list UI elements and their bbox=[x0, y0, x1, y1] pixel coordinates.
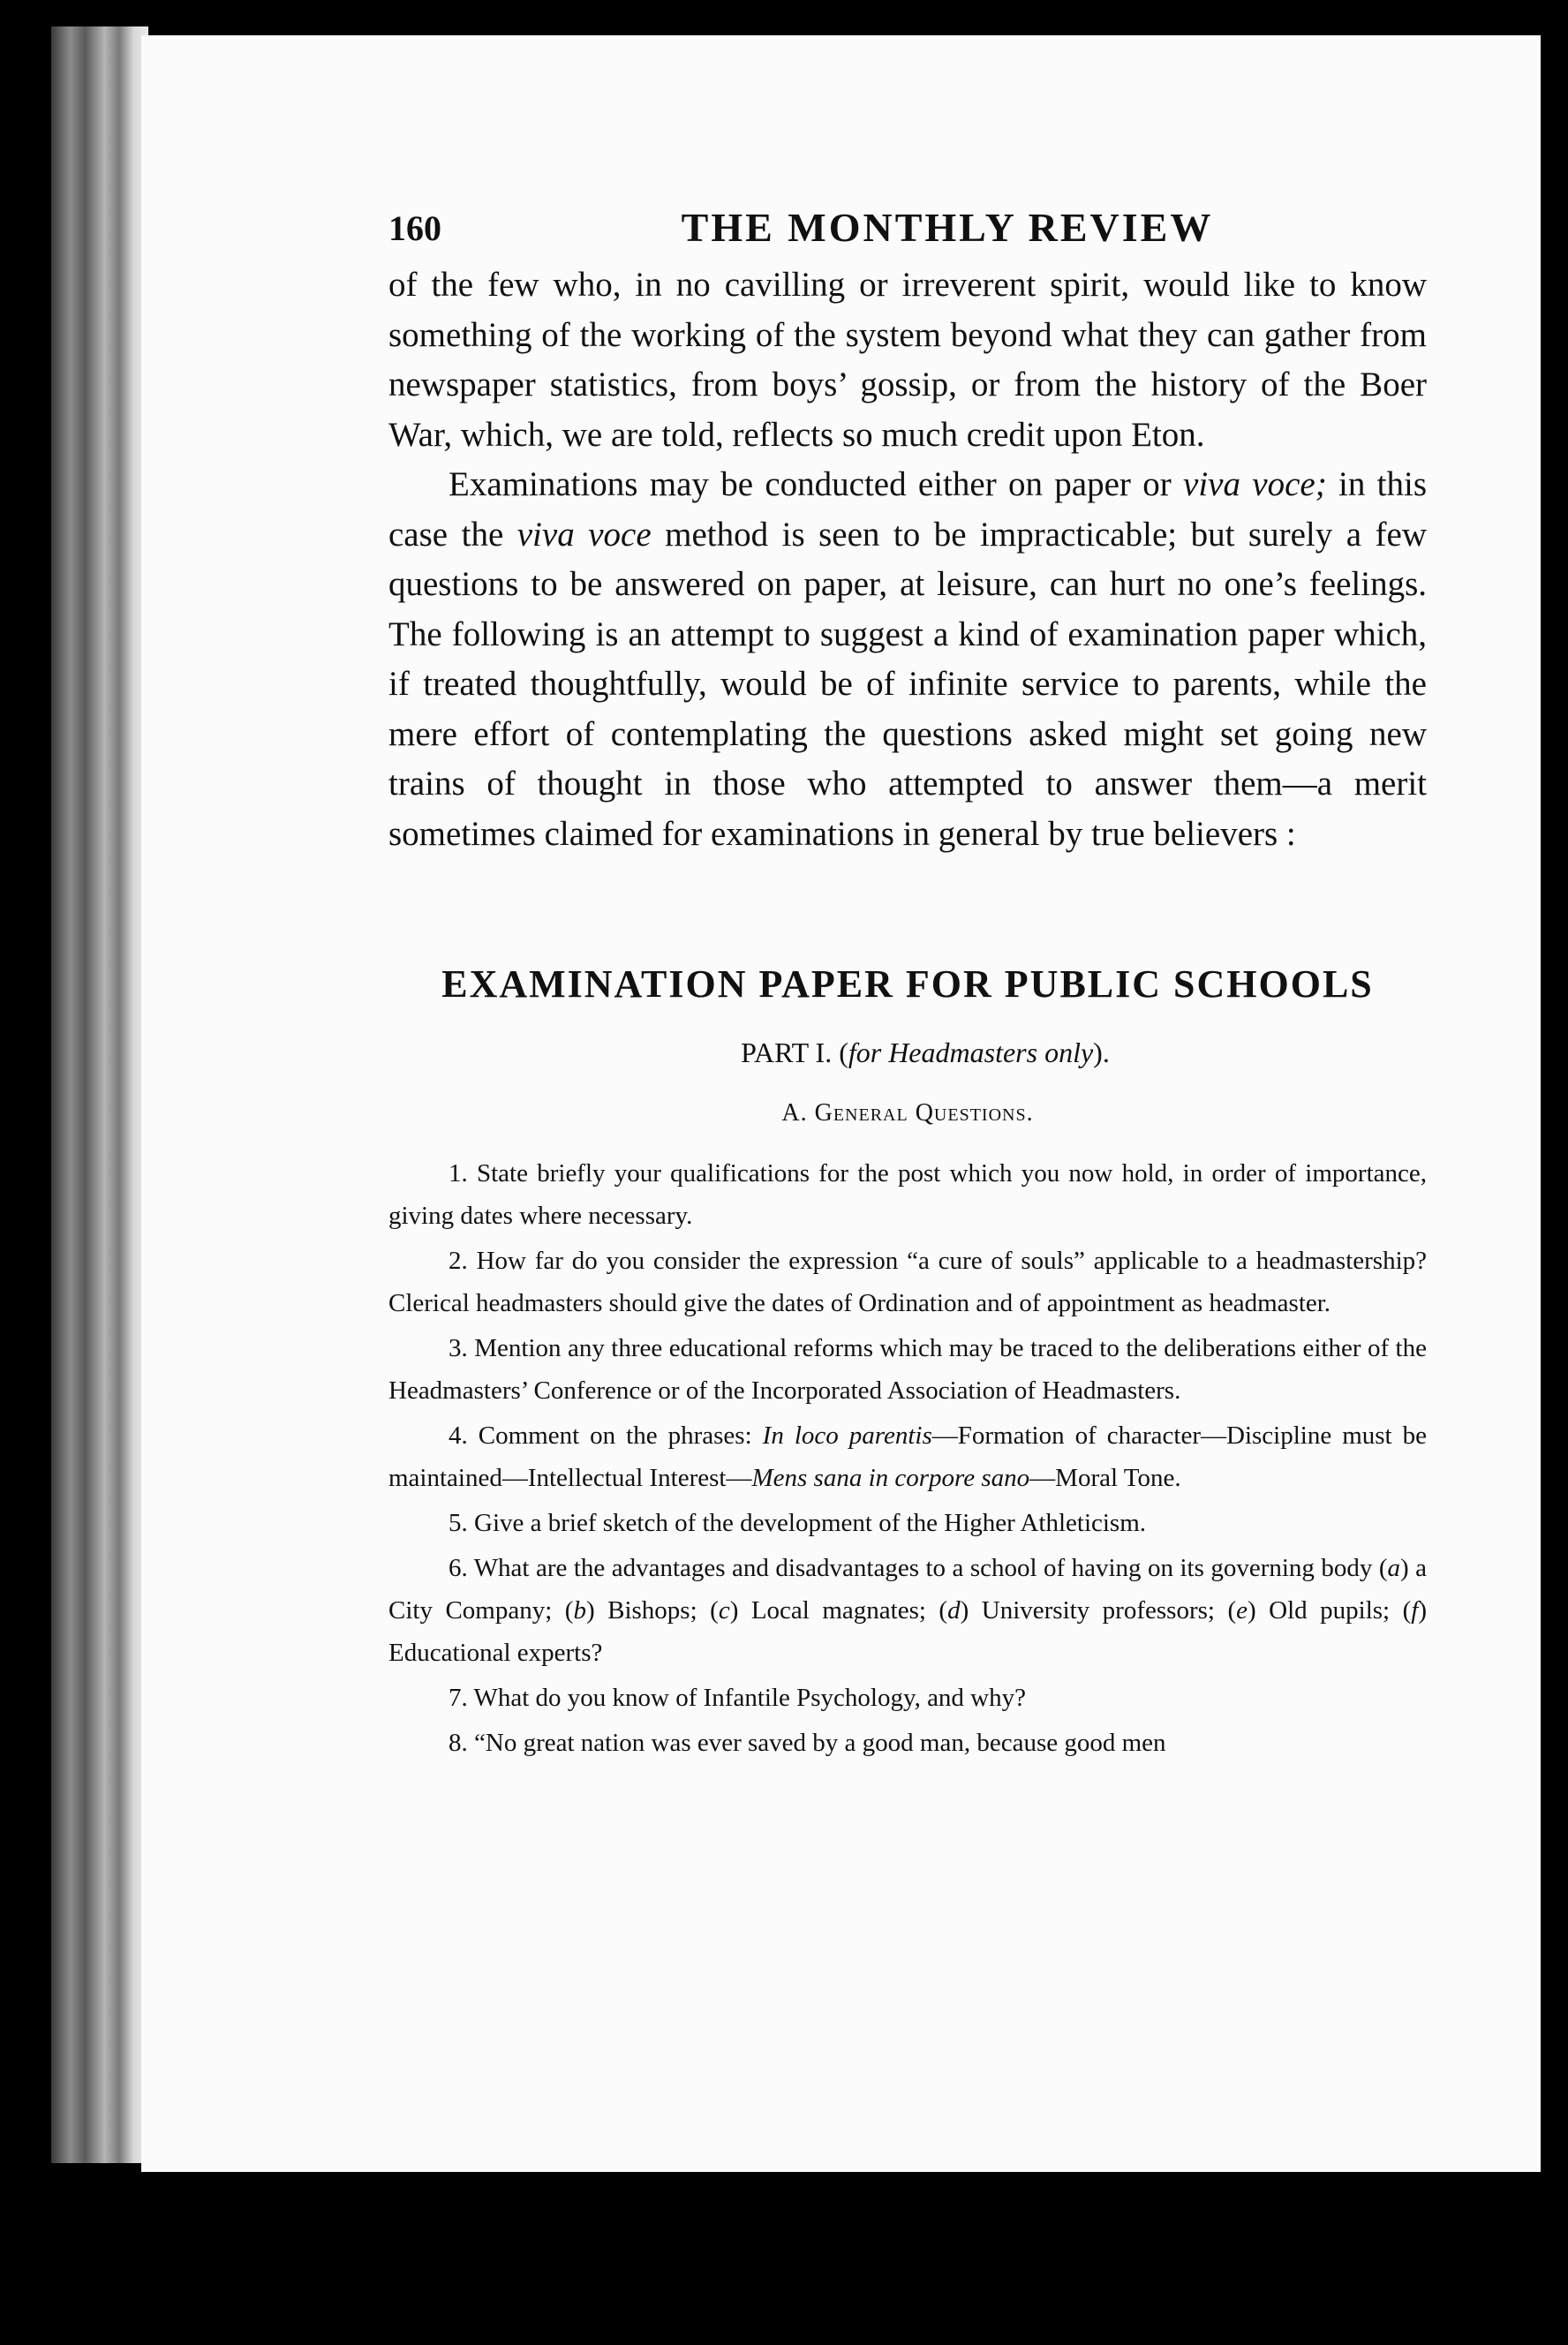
question-1: 1. State briefly your qualifications for the post which you now hold, in order of importance, giving dates where necessary. bbox=[388, 1159, 1427, 1230]
paragraph-2-italic: viva voce bbox=[516, 515, 652, 554]
question-4-text: —Moral Tone. bbox=[1029, 1464, 1181, 1492]
paragraph-2-text: method is seen to be impracticable; but surely a few questions to be answered on paper, at leisure, can hurt no one’s feelings. The following is an attempt to suggest a kind of examination paper which, if treated thoughtfully, would be of infinite service to parents, while the mere effort of contemplating the questions asked might set going new trains of thought in those who attempted to answer them—a merit sometimes claimed for examinations in general by true believers : bbox=[388, 515, 1427, 853]
paragraph-2-italic: viva voce; bbox=[1183, 465, 1327, 503]
question-4-text: 4. Comment on the phrases: bbox=[449, 1421, 763, 1450]
body-text bbox=[388, 260, 1427, 859]
part-label: PART I. bbox=[741, 1037, 833, 1068]
question-list bbox=[388, 1152, 1427, 1764]
question-6-text: ) Old pupils; ( bbox=[1247, 1596, 1412, 1625]
question-4-italic: In loco parentis bbox=[762, 1421, 932, 1450]
running-head bbox=[388, 190, 1427, 260]
book-page-edges bbox=[51, 26, 148, 2163]
question-5: 5. Give a brief sketch of the development of the Higher Athleticism. bbox=[449, 1509, 1147, 1537]
question-6-italic: e bbox=[1236, 1596, 1248, 1625]
question-6-text: ) University professors; ( bbox=[960, 1596, 1237, 1625]
question-6-text: ) a City Company; ( bbox=[388, 1554, 1427, 1625]
page-content bbox=[388, 190, 1427, 1764]
exam-title: EXAMINATION PAPER FOR PUBLIC SCHOOLS bbox=[441, 962, 1374, 1006]
question-6-italic: b bbox=[573, 1596, 586, 1625]
question-6-italic: d bbox=[947, 1596, 961, 1625]
question-6-italic: c bbox=[718, 1596, 730, 1625]
paragraph-2 bbox=[388, 460, 1427, 859]
section-heading: A. General Questions. bbox=[781, 1099, 1034, 1127]
part-heading: PART I. (for Headmasters only). bbox=[741, 1037, 1110, 1068]
question-6-text: 6. What are the advantages and disadvantages to a school of having on its governing body ( bbox=[449, 1554, 1388, 1582]
paragraph-2-text: Examinations may be conducted either on paper or bbox=[449, 465, 1184, 503]
question-6-italic: a bbox=[1387, 1554, 1400, 1582]
question-2: 2. How far do you consider the expression “a cure of souls” applicable to a headmastership? Clerical headmasters should give the dates of Ordination and of appointment as headmaster. bbox=[388, 1247, 1427, 1317]
question-6-text: ) Local magnates; ( bbox=[729, 1596, 948, 1625]
question-4 bbox=[388, 1414, 1427, 1499]
paragraph-2-text: in this case the bbox=[388, 465, 1428, 554]
part-note: for Headmasters only bbox=[848, 1037, 1094, 1068]
running-title: THE MONTHLY REVIEW bbox=[681, 205, 1214, 250]
question-6 bbox=[388, 1547, 1427, 1674]
question-8: 8. “No great nation was ever saved by a good man, because good men bbox=[449, 1729, 1166, 1757]
question-6-italic: f bbox=[1411, 1596, 1419, 1625]
question-3: 3. Mention any three educational reforms which may be traced to the deliberations either of the Headmasters’ Conference or of the Incorporated Association of Headmasters. bbox=[388, 1334, 1427, 1405]
paragraph-1: of the few who, in no cavilling or irreverent spirit, would like to know something of the working of the system beyond what they can gather from newspaper statistics, from boys’ gossip, or from the history of the Boer War, which, we are told, reflects so much credit upon Eton. bbox=[388, 266, 1427, 454]
question-6-text: ) Educational experts? bbox=[388, 1596, 1427, 1667]
question-7: 7. What do you know of Infantile Psychology, and why? bbox=[449, 1684, 1027, 1712]
question-6-text: ) Bishops; ( bbox=[585, 1596, 719, 1625]
question-4-italic: Mens sana in corpore sano bbox=[751, 1464, 1030, 1492]
page bbox=[141, 35, 1541, 2172]
page-number: 160 bbox=[388, 208, 441, 248]
question-4-text: —Formation of character—Discipline must be maintained—Intellectual Interest— bbox=[388, 1421, 1428, 1492]
